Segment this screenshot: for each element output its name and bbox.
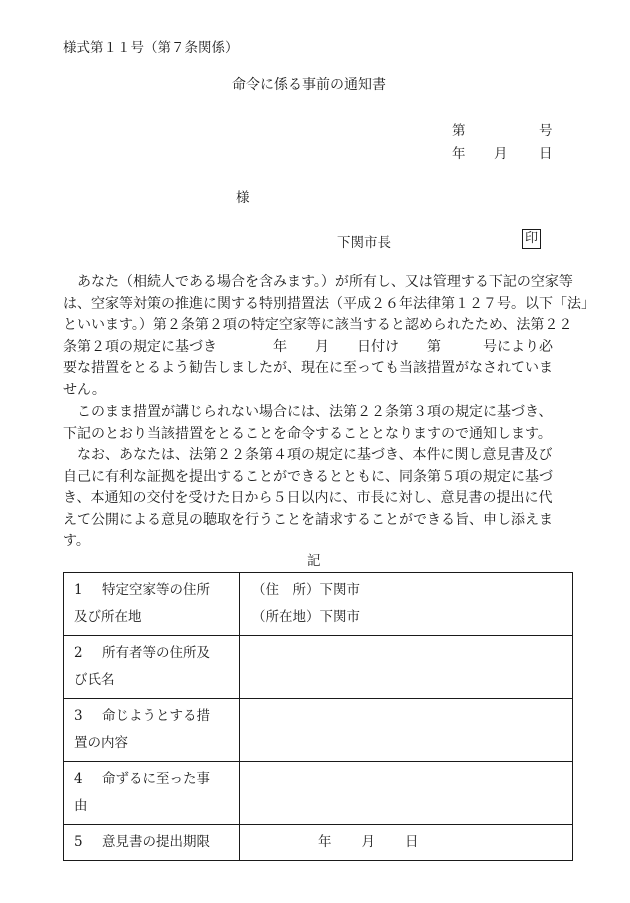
paragraph-line: は、空家等対策の推進に関する特別措置法（平成２６年法律第１２７号。以下「法」 (63, 295, 595, 312)
table-row (64, 699, 573, 762)
table-row (64, 825, 573, 861)
item-number: 4 (74, 771, 83, 787)
paragraph-line: す。 (63, 533, 90, 550)
row-label-cell (64, 573, 240, 636)
item-number: 1 (74, 582, 83, 598)
reason-cell (240, 762, 573, 825)
body-paragraph-1 (63, 272, 595, 402)
paragraph-line: なお、あなたは、法第２２条第４項の規定に基づき、本件に関し意見書及び (63, 447, 553, 463)
item-label: び氏名 (74, 672, 115, 688)
deadline-cell (240, 825, 573, 861)
property-location-cell (240, 573, 573, 636)
table-row (64, 636, 573, 699)
body-paragraph-2 (63, 402, 573, 445)
location-label: （所在地） (252, 609, 320, 625)
paragraph-line: せん。 (63, 381, 106, 398)
issue-date-month: 月 (494, 146, 508, 162)
table-row (64, 762, 573, 825)
item-number: 3 (74, 708, 83, 724)
record-heading: 記 (307, 553, 321, 569)
deadline-day: 日 (405, 834, 419, 850)
item-label: 由 (74, 798, 88, 814)
addressee-honorific: 様 (236, 190, 250, 206)
item-label: 命ずるに至った事 (102, 771, 210, 787)
item-label: 意見書の提出期限 (102, 834, 210, 850)
paragraph-line: 下記のとおり当該措置をとることを命令することとなりますので通知します。 (63, 425, 552, 442)
deadline-month: 月 (361, 834, 375, 850)
document-number-suffix: 号 (539, 123, 553, 139)
row-label-cell (64, 699, 240, 762)
paragraph-line: えて公開による意見の聴取を行うことを請求することができる旨、申し添えま (63, 511, 553, 528)
measure-content-cell (240, 699, 573, 762)
paragraph-line: このまま措置が講じられない場合には、法第２２条第３項の規定に基づき、 (63, 404, 553, 420)
body-paragraph-3 (63, 445, 573, 553)
paragraph-line: あなた（相続人である場合を含みます。）が所有し、又は管理する下記の空家等 (63, 274, 573, 290)
item-number: 2 (74, 645, 83, 661)
issuer-name: 下関市長 (337, 235, 391, 251)
row-label-cell (64, 762, 240, 825)
paragraph-line: 要な措置をとるよう勧告しましたが、現在に至っても当該措置がなされていま (63, 360, 553, 377)
paragraph-line: 条第２項の規定に基づき 年 月 日付け 第 号により必 (63, 338, 553, 355)
item-label: 置の内容 (74, 735, 128, 751)
item-label: 及び所在地 (74, 609, 142, 625)
paragraph-line: き、本通知の交付を受けた日から５日以内に、市長に対し、意見書の提出に代 (63, 490, 553, 507)
item-number: 5 (74, 834, 83, 850)
deadline-year: 年 (318, 834, 332, 850)
issue-date-day: 日 (539, 146, 553, 162)
row-label-cell (64, 636, 240, 699)
paragraph-line: 自己に有利な証拠を提出することができるとともに、同条第５項の規定に基づ (63, 468, 553, 485)
row-label-cell (64, 825, 240, 861)
owner-info-cell (240, 636, 573, 699)
location-value: 下関市 (319, 609, 360, 625)
document-number-prefix: 第 (452, 123, 466, 139)
table-row (64, 573, 573, 636)
paragraph-line: といいます。）第２条第２項の特定空家等に該当すると認められたため、法第２２ (63, 317, 573, 334)
address-value: 下関市 (319, 582, 360, 598)
item-label: 命じようとする措 (102, 708, 210, 724)
address-label: （住 所） (252, 582, 320, 598)
item-label: 所有者等の住所及 (102, 645, 210, 661)
document-title: 命令に係る事前の通知書 (232, 77, 386, 93)
issue-date-year: 年 (452, 146, 466, 162)
item-label: 特定空家等の住所 (102, 582, 210, 598)
form-number: 様式第１１号（第７条関係） (63, 40, 239, 56)
record-table (63, 572, 573, 861)
seal-stamp: 印 (522, 229, 541, 249)
